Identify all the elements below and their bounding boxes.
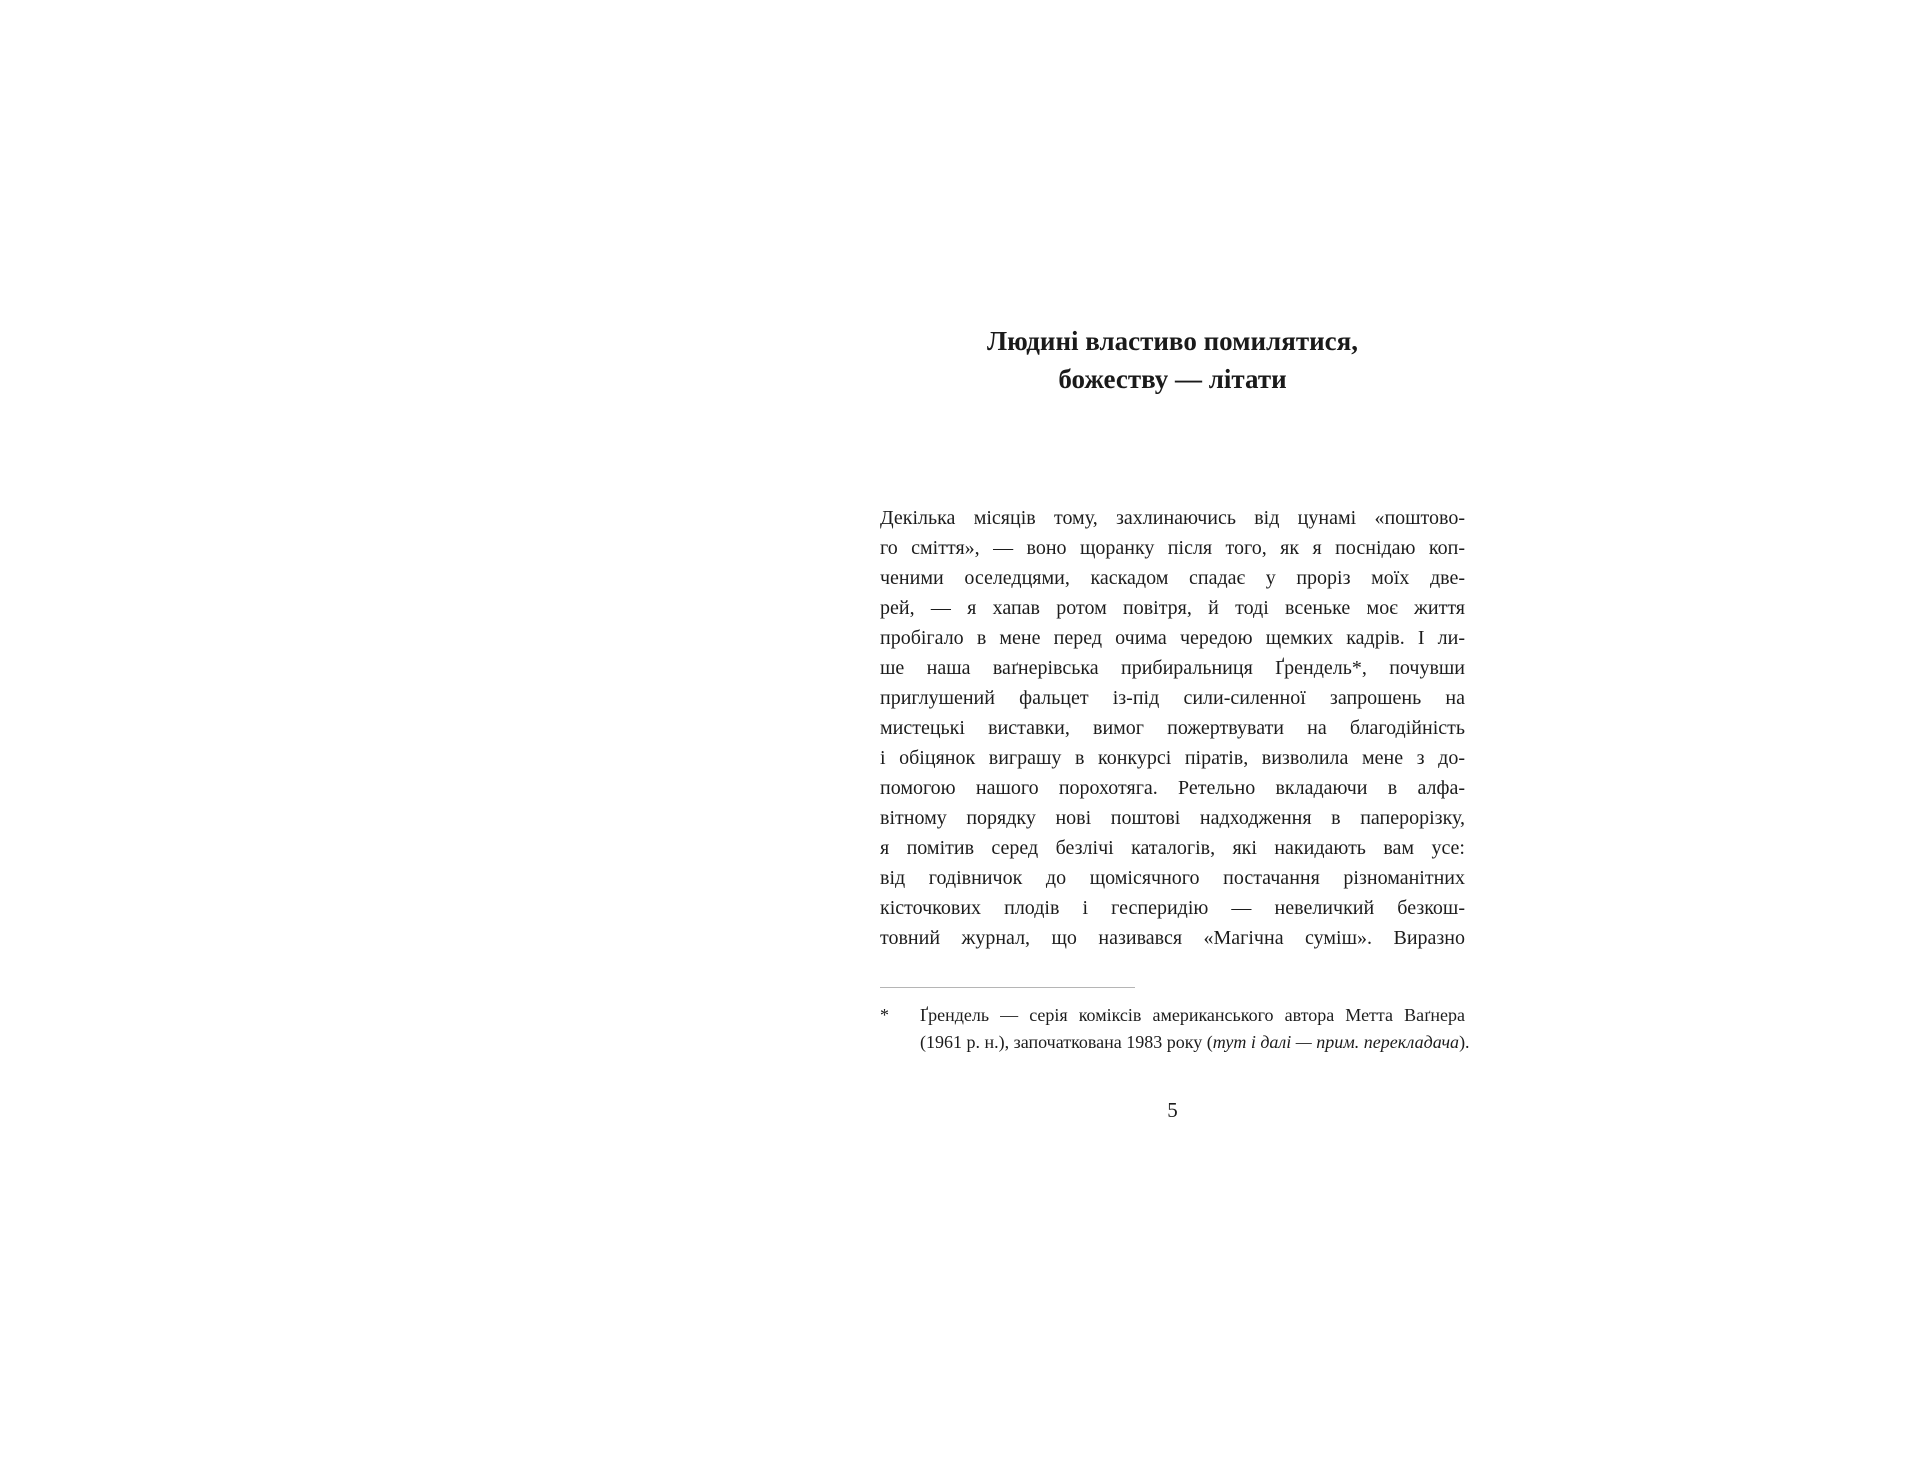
footnote-line-2 bbox=[920, 1029, 1470, 1056]
body-line: приглушений фальцет із-під сили-силенної запрошень на bbox=[880, 687, 1465, 709]
text-column bbox=[880, 0, 1470, 1477]
body-line: го сміття», — воно щоранку після того, як я поснідаю коп- bbox=[880, 537, 1465, 559]
chapter-title-line-2: божеству — літати bbox=[1058, 364, 1287, 394]
footnote bbox=[880, 1002, 1470, 1056]
body-line: і обіцянок виграшу в конкурсі піратів, визволила мене з до- bbox=[880, 747, 1465, 769]
body-line: мистецькі виставки, вимог пожертвувати на благодійність bbox=[880, 717, 1465, 739]
body-line: від годівничок до щомісячного постачання різноманітних bbox=[880, 867, 1465, 889]
body-line: кісточкових плодів і гесперидію — невеличкий безкош- bbox=[880, 897, 1465, 919]
body-line: ченими оселедцями, каскадом спадає у проріз моїх две- bbox=[880, 567, 1465, 589]
body-line: пробігало в мене перед очима чередою щемких кадрів. І ли- bbox=[880, 627, 1465, 649]
body-line: вітному порядку нові поштові надходження в паперорізку, bbox=[880, 807, 1465, 829]
body-line: Декілька місяців тому, захлинаючись від цунамі «поштово- bbox=[880, 507, 1465, 529]
footnote-marker: * bbox=[880, 1005, 889, 1025]
footnote-divider bbox=[880, 987, 1135, 988]
chapter-title-line-1: Людині властиво помилятися, bbox=[987, 326, 1358, 356]
footnote-line-1: Ґрендель — серія коміксів американського автора Метта Ваґнера bbox=[920, 1005, 1465, 1025]
chapter-title bbox=[880, 322, 1465, 398]
body-line: ше наша ваґнерівська прибиральниця Ґрендель*, почувши bbox=[880, 657, 1465, 679]
body-line: я помітив серед безлічі каталогів, які накидають вам усе: bbox=[880, 837, 1465, 859]
body-text bbox=[880, 503, 1465, 953]
body-line: помогою нашого порохотяга. Ретельно вкладаючи в алфа- bbox=[880, 777, 1465, 799]
body-line: рей, — я хапав ротом повітря, й тоді всеньке моє життя bbox=[880, 597, 1465, 619]
footnote-line-2-suffix: ). bbox=[1459, 1032, 1470, 1052]
page-number: 5 bbox=[1167, 1098, 1178, 1122]
footnote-text bbox=[920, 1002, 1470, 1056]
body-line: товний журнал, що називався «Магічна суміш». Виразно bbox=[880, 927, 1465, 949]
footnote-line-2-prefix: (1961 р. н.), започаткована 1983 року ( bbox=[920, 1032, 1213, 1052]
footnote-line-2-italic: тут і далі — прим. перекладача bbox=[1212, 1032, 1460, 1052]
